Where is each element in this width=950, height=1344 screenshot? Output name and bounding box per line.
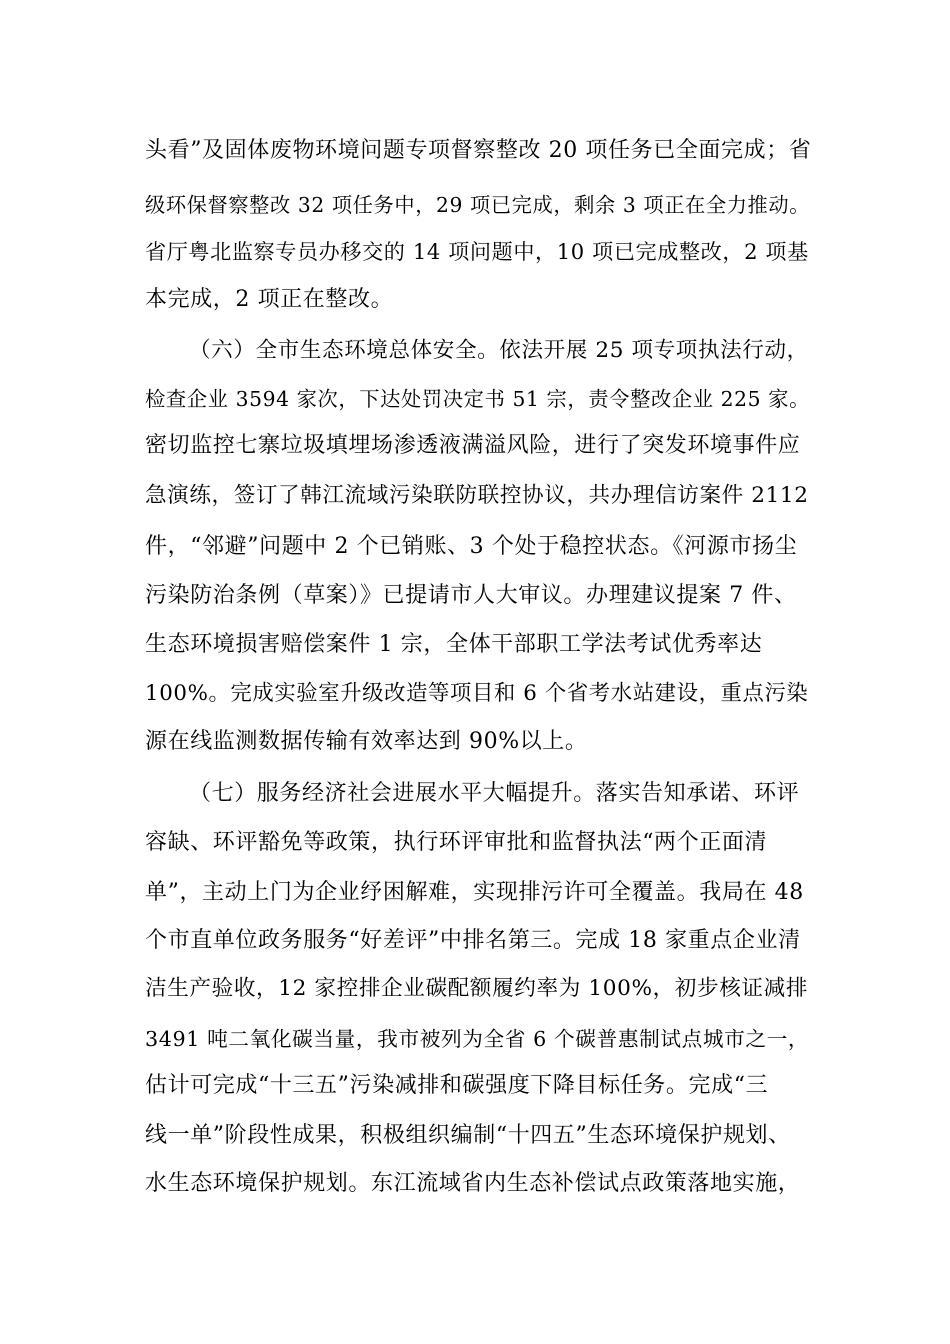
text-line: 容缺、环评豁免等政策，执行环评审批和监督执法“两个正面清 [145,830,768,855]
text-line: 源在线监测数据传输有效率达到 90%以上。 [145,729,588,754]
text-line: 密切监控七寨垃圾填埋场渗透液满溢风险，进行了突发环境事件应 [145,433,801,458]
text-line: 本完成，2 项正在整改。 [145,287,394,312]
text-line: 估计可完成“十三五”污染减排和碳强度下降目标任务。完成“三 [145,1073,769,1098]
paragraph-first-line: （七）服务经济社会进展水平大幅提升。落实告知承诺、环评 [189,781,800,806]
text-line: 3491 吨二氧化碳当量，我市被列为全省 6 个碳普惠制试点城市之一， [145,1027,810,1051]
text-line: 急演练，签订了韩江流域污染联防联控协议，共办理信访案件 2112 [145,483,809,508]
text-line: 生态环境损害赔偿案件 1 宗，全体干部职工学法考试优秀率达 [145,632,763,657]
text-line: 省厅粤北监察专员办移交的 14 项问题中，10 项已完成整改，2 项基 [145,239,809,264]
text-line: 检查企业 3594 家次，下达处罚决定书 51 宗，责令整改企业 225 家。 [145,387,810,411]
text-line: 线一单”阶段性成果，积极组织编制“十四五”生态环境保护规划、 [145,1123,791,1148]
text-line: 个市直单位政务服务“好差评”中排名第三。完成 18 家重点企业清 [145,928,801,953]
text-line: 件，“邻避”问题中 2 个已销账、3 个处于稳控状态。《河源市扬尘 [145,534,798,559]
text-line: 洁生产验收，12 家控排企业碳配额履约率为 100%，初步核证减排 [145,976,809,1001]
text-line: 污染防治条例（草案）》已提请市人大审议。办理建议提案 7 件、 [145,583,797,608]
paragraph-first-line: （六）全市生态环境总体安全。依法开展 25 项专项执法行动， [189,338,809,363]
text-line: 100%。完成实验室升级改造等项目和 6 个省考水站建设，重点污染 [145,681,809,706]
text-line: 水生态环境保护规划。东江流域省内生态补偿试点政策落地实施， [145,1171,801,1196]
text-line: 级环保督察整改 32 项任务中，29 项已完成，剩余 3 项正在全力推动。 [145,193,811,217]
text-line: 单”，主动上门为企业纾困解难，实现排污许可全覆盖。我局在 48 [145,880,804,905]
text-line: 头看”及固体废物环境问题专项督察整改 20 项任务已全面完成；省 [145,138,812,163]
